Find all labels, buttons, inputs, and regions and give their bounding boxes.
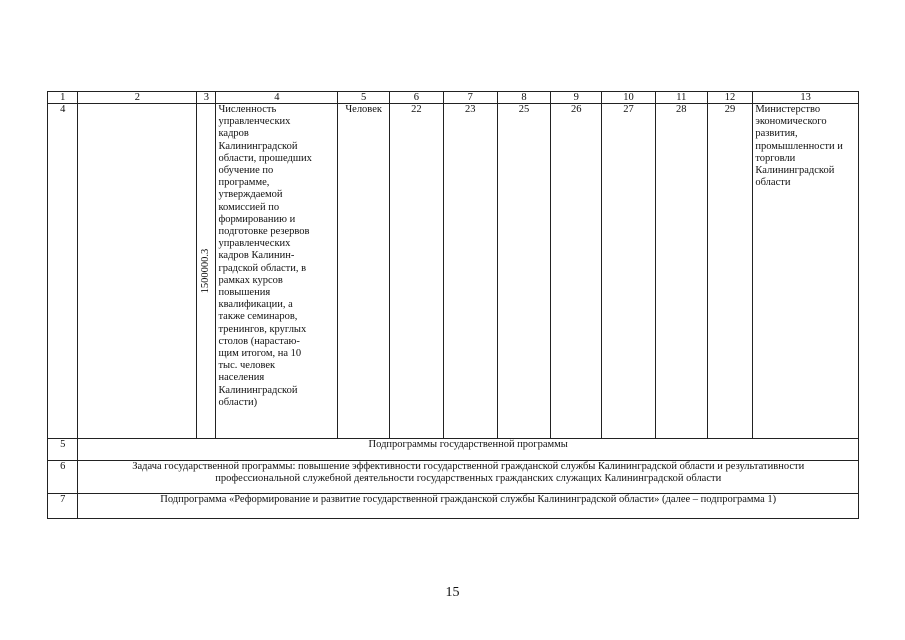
code-cell [197, 104, 216, 439]
indicator-line: управленческих [218, 238, 291, 250]
header-cell: 5 [338, 92, 390, 104]
value-cell: 26 [551, 104, 602, 439]
header-cell: 6 [390, 92, 444, 104]
header-row [48, 92, 859, 104]
indicator-line: тыс. человек [218, 360, 276, 372]
header-cell: 4 [216, 92, 338, 104]
row-number: 7 [48, 494, 78, 519]
value-cell: 22 [390, 104, 444, 439]
table-row-7 [48, 494, 859, 519]
indicator-line: щим итогом, на 10 [218, 348, 302, 360]
row-number: 6 [48, 461, 78, 494]
indicator-line: управленческих [218, 116, 291, 128]
indicator-line: квалификации, а [218, 299, 293, 311]
row-number: 5 [48, 439, 78, 461]
unit-cell: Человек [338, 104, 390, 439]
value-cell: 23 [443, 104, 497, 439]
indicator-line: комиссией по [218, 201, 280, 213]
indicator-line: также семинаров, [218, 311, 298, 323]
indicator-text [218, 104, 335, 409]
header-cell: 3 [197, 92, 216, 104]
indicator-line: градской области, в [218, 262, 307, 274]
responsible-org [753, 104, 859, 439]
table-row-5 [48, 439, 859, 461]
indicator-line: Калининградской [218, 140, 298, 152]
org-line: экономического [755, 116, 827, 128]
value-cell: 27 [602, 104, 656, 439]
header-cell: 13 [753, 92, 859, 104]
org-line: торговли [755, 152, 796, 164]
indicator-name [216, 104, 338, 439]
task-line: профессиональной служебной деятельности государственных гражданских служащих Калининградской области [215, 473, 722, 485]
indicator-line: утверждаемой [218, 189, 283, 201]
indicators-table [47, 91, 859, 519]
header-cell: 11 [655, 92, 707, 104]
org-line: Министерство [755, 104, 821, 115]
indicator-line: подготовке резервов [218, 226, 310, 238]
org-line: Калининградской [755, 165, 835, 177]
row-number: 4 [48, 104, 78, 439]
indicator-line: области) [218, 396, 258, 408]
org-line: промышленности и [755, 140, 843, 152]
indicator-line: Численность [218, 104, 277, 115]
indicator-line: кадров Калинин- [218, 250, 295, 262]
table-row-6 [48, 461, 859, 494]
header-cell: 8 [497, 92, 551, 104]
header-cell: 7 [443, 92, 497, 104]
value-cell: 29 [707, 104, 753, 439]
header-cell: 2 [78, 92, 197, 104]
task-line: Задача государственной программы: повышение эффективности государственной гражданской службы Калининградской области и результативности [132, 461, 805, 472]
indicator-line: формированию и [218, 213, 296, 225]
task-text [78, 461, 859, 494]
indicator-line: обучение по [218, 165, 274, 177]
indicator-line: населения [218, 372, 265, 384]
header-cell: 1 [48, 92, 78, 104]
header-cell: 9 [551, 92, 602, 104]
header-cell: 10 [602, 92, 656, 104]
section-title: Подпрограммы государственной программы [78, 439, 859, 461]
page-number: 15 [445, 585, 460, 600]
indicator-line: повышения [218, 287, 271, 299]
indicator-code: 1500000.3 [200, 248, 212, 294]
value-cell: 25 [497, 104, 551, 439]
indicator-line: столов (нарастаю- [218, 335, 300, 347]
org-line: области [755, 177, 791, 189]
header-cell: 12 [707, 92, 753, 104]
org-text [755, 104, 856, 189]
indicator-line: тренингов, круглых [218, 323, 307, 335]
indicator-line: кадров [218, 128, 249, 140]
empty-cell [78, 104, 197, 439]
org-line: развития, [755, 128, 798, 140]
table-row-4 [48, 104, 859, 439]
indicator-line: области, прошедших [218, 152, 312, 164]
indicator-line: Калининградской [218, 384, 298, 396]
indicator-line: рамках курсов [218, 274, 283, 286]
subprogram-title: Подпрограмма «Реформирование и развитие государственной гражданской службы Калининградской области» (далее – подпрограмма 1) [78, 494, 859, 519]
indicator-line: программе, [218, 177, 270, 189]
value-cell: 28 [655, 104, 707, 439]
